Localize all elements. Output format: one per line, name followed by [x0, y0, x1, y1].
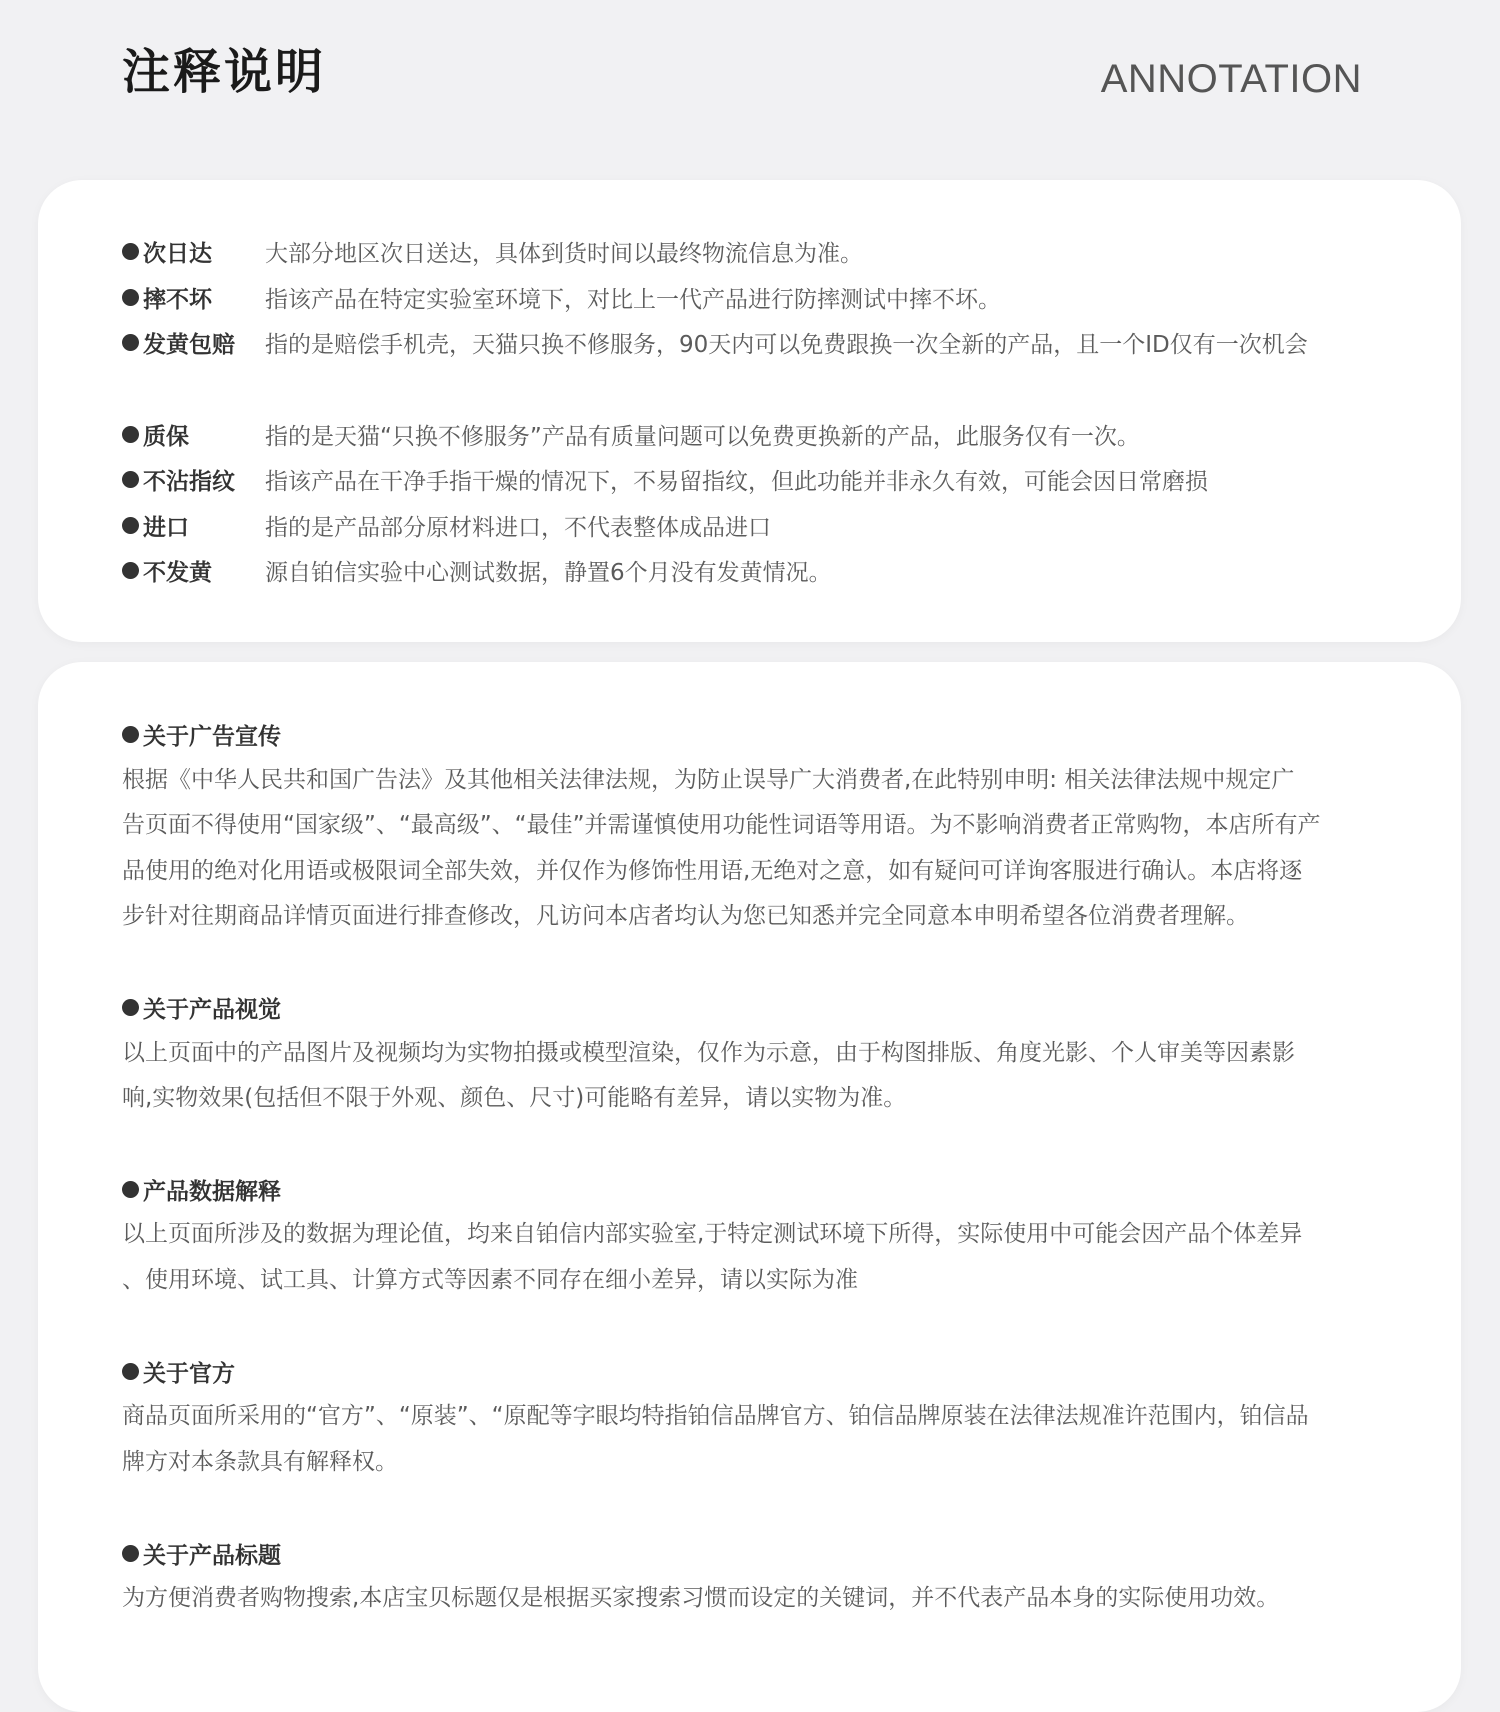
section-title: 关于产品视觉: [143, 997, 281, 1024]
section-body: [122, 758, 1397, 940]
term-desc: 指的是产品部分原材料进口，不代表整体成品进口: [265, 514, 771, 541]
section-heading: [122, 985, 1397, 1031]
section-line: 步针对往期商品详情页面进行排查修改，凡访问本店者均认为您已知悉并完全同意本申明希望各位消费者理解。: [122, 903, 1249, 930]
disclaimer-sections: [122, 712, 1397, 1667]
term-key: 不发黄: [143, 560, 212, 587]
term-desc: 指该产品在特定实验室环境下，对比上一代产品进行防摔测试中摔不坏。: [265, 286, 1001, 313]
section-line: 牌方对本条款具有解释权。: [122, 1448, 398, 1475]
bullet-icon: [122, 999, 139, 1016]
term-item: [122, 548, 1382, 594]
section-title: 关于广告宣传: [143, 724, 281, 751]
bullet-icon: [122, 1363, 139, 1380]
section-title: 关于官方: [143, 1360, 235, 1387]
section-line: 为方便消费者购物搜索,本店宝贝标题仅是根据买家搜索习惯而设定的关键词，并不代表产品本身的实际使用功效。: [122, 1584, 1280, 1611]
bullet-icon: [122, 1181, 139, 1198]
bullet-icon: [122, 562, 139, 579]
bullet-icon: [122, 426, 139, 443]
section-title: 关于产品标题: [143, 1542, 281, 1569]
section-product-title: [122, 1530, 1397, 1621]
section-line: 以上页面所涉及的数据为理论值，均来自铂信内部实验室,于特定测试环境下所得，实际使用中可能会因产品个体差异: [122, 1221, 1303, 1248]
term-desc: 源自铂信实验中心测试数据，静置6个月没有发黄情况。: [265, 560, 832, 587]
section-heading: [122, 1349, 1397, 1395]
bullet-icon: [122, 1545, 139, 1562]
bullet-icon: [122, 334, 139, 351]
terms-list: [122, 229, 1382, 594]
section-line: 告页面不得使用“国家级”、“最高级”、“最佳”并需谨慎使用功能性词语等用语。为不影响消费者正常购物，本店所有产: [122, 812, 1321, 839]
section-line: 商品页面所采用的“官方”、“原装”、“原配等字眼均特指铂信品牌官方、铂信品牌原装在法律法规准许范围内，铂信品: [122, 1403, 1309, 1430]
section-body: [122, 1212, 1397, 1303]
section-line: 以上页面中的产品图片及视频均为实物拍摄或模型渲染，仅作为示意，由于构图排版、角度光影、个人审美等因素影: [122, 1039, 1295, 1066]
section-line: 响,实物效果(包括但不限于外观、颜色、尺寸)可能略有差异，请以实物为准。: [122, 1085, 907, 1112]
page-title: 注释说明: [122, 44, 327, 100]
bullet-icon: [122, 243, 139, 260]
section-visuals: [122, 985, 1397, 1122]
section-heading: [122, 1167, 1397, 1213]
term-item: [122, 320, 1382, 366]
term-desc: 指的是赔偿手机壳，天猫只换不修服务，90天内可以免费跟换一次全新的产品，且一个ID仅有一次机会: [265, 332, 1308, 359]
section-data: [122, 1167, 1397, 1304]
bullet-icon: [122, 726, 139, 743]
section-title: 产品数据解释: [143, 1179, 281, 1206]
bullet-icon: [122, 471, 139, 488]
bullet-icon: [122, 289, 139, 306]
section-official: [122, 1349, 1397, 1486]
term-item: [122, 229, 1382, 275]
term-desc: 指的是天猫“只换不修服务”产品有质量问题可以免费更换新的产品，此服务仅有一次。: [265, 423, 1140, 450]
term-desc: 大部分地区次日送达，具体到货时间以最终物流信息为准。: [265, 241, 863, 268]
term-key: 摔不坏: [143, 286, 212, 313]
term-key: 次日达: [143, 241, 212, 268]
section-body: [122, 1576, 1397, 1622]
term-key: 质保: [143, 423, 189, 450]
term-item: [122, 411, 1382, 457]
section-heading: [122, 1530, 1397, 1576]
term-desc: 指该产品在干净手指干燥的情况下，不易留指纹，但此功能并非永久有效，可能会因日常磨损: [265, 469, 1208, 496]
section-line: 根据《中华人民共和国广告法》及其他相关法律法规，为防止误导广大消费者,在此特别申明: 相关法律法规中规定广: [122, 766, 1295, 793]
term-item: [122, 457, 1382, 503]
section-line: 品使用的绝对化用语或极限词全部失效，并仅作为修饰性用语,无绝对之意，如有疑问可详询客服进行确认。本店将逐: [122, 857, 1303, 884]
bullet-icon: [122, 517, 139, 534]
section-body: [122, 1394, 1397, 1485]
term-key: 发黄包赔: [143, 332, 235, 359]
section-advertising: [122, 712, 1397, 940]
page-subtitle: ANNOTATION: [1100, 57, 1362, 101]
section-line: 、使用环境、试工具、计算方式等因素不同存在细小差异，请以实际为准: [122, 1266, 858, 1293]
section-body: [122, 1031, 1397, 1122]
section-heading: [122, 712, 1397, 758]
term-key: 不沾指纹: [143, 469, 235, 496]
term-key: 进口: [143, 514, 189, 541]
term-item: [122, 275, 1382, 321]
term-item: [122, 503, 1382, 549]
